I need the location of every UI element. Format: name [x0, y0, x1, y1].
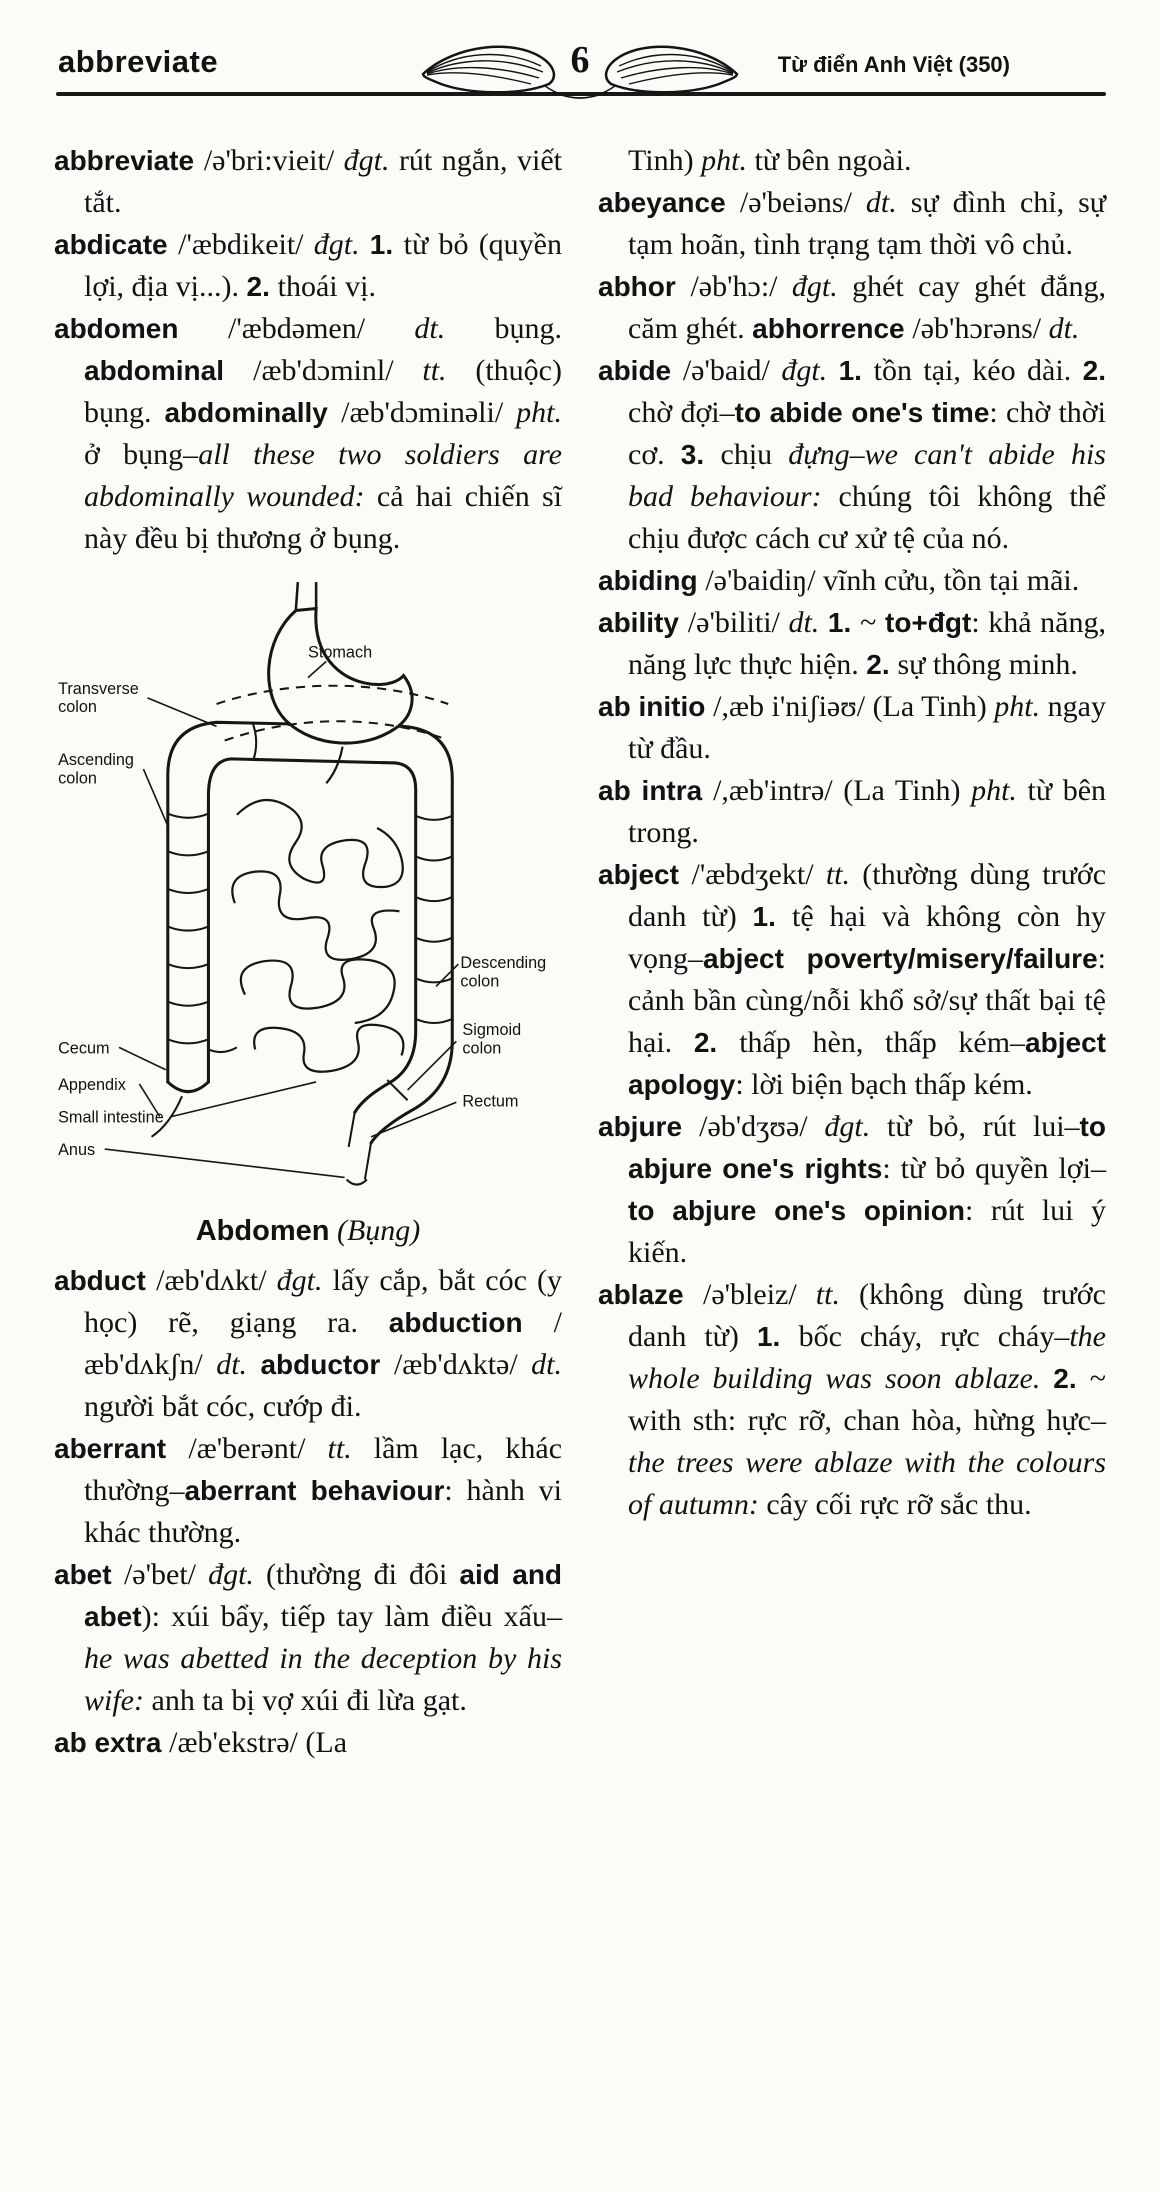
entry-aberrant: aberrant /æ'berənt/ tt. lầm lạc, khác thường–aberrant behaviour: hành vi khác thường.: [54, 1431, 563, 1549]
left-entries-top: [54, 140, 562, 560]
abdomen-anatomy-icon: [54, 576, 562, 1206]
guide-word: abbreviate: [58, 44, 219, 79]
label-transverse-colon: Transverse: [58, 679, 139, 698]
left-entries-bottom: [54, 1260, 562, 1764]
diagram-caption: Abdomen (Bụng): [195, 1213, 421, 1247]
entry-abide: abide /ə'baid/ đgt. 1. tồn tại, kéo dài. 2. chờ đợi–to abide one's time: chờ thời cơ. 3. chịu đựng–we can't abide his bad behaviour: chúng tôi không thể chịu được cách cư xử tệ của nó.: [598, 354, 1106, 555]
svg-text:colon: colon: [460, 972, 500, 991]
right-entries: [598, 140, 1106, 1526]
label-ascending-colon: Ascending: [58, 750, 134, 769]
right-column: [598, 140, 1106, 1764]
entry-ab-extra-continued: Tinh) pht. từ bên ngoài.: [628, 144, 912, 177]
ornament: [415, 32, 745, 122]
left-column: [54, 140, 562, 1764]
entry-ab-initio: ab initio /,æb i'niʃiəʊ/ (La Tinh) pht. ngay từ đầu.: [598, 690, 1106, 765]
entry-abhor: abhor /əb'hɔ:/ đgt. ghét cay ghét đắng, căm ghét. abhorrence /əb'hɔrəns/ dt.: [598, 270, 1107, 345]
entry-abdicate: abdicate /'æbdikeit/ đgt. 1. từ bỏ (quyền lợi, địa vị...). 2. thoái vị.: [54, 228, 562, 303]
dictionary-page-body: [0, 140, 1160, 1764]
label-rectum: Rectum: [462, 1092, 519, 1111]
label-sigmoid-colon: Sigmoid: [462, 1021, 522, 1040]
svg-text:colon: colon: [58, 769, 97, 788]
svg-text:colon: colon: [462, 1039, 502, 1058]
abdomen-diagram: [54, 576, 562, 1206]
entry-abbreviate: abbreviate /ə'bri:vieit/ đgt. rút ngắn, viết tắt.: [54, 144, 562, 219]
entry-abiding: abiding /ə'baidiŋ/ vĩnh cửu, tồn tại mãi.: [598, 564, 1080, 597]
entry-ability: ability /ə'biliti/ dt. 1. ~ to+đgt: khả năng, năng lực thực hiện. 2. sự thông minh.: [598, 606, 1106, 681]
entry-abet: abet /ə'bet/ đgt. (thường đi đôi aid and abet): xúi bẩy, tiếp tay làm điều xấu–he was abetted in the deception by his wife: anh ta bị vợ xúi đi lừa gạt.: [54, 1557, 563, 1717]
page-number: 6: [570, 39, 590, 81]
entry-abdomen: abdomen /'æbdəmen/ dt. bụng. abdominal /æb'dɔminl/ tt. (thuộc) bụng. abdominally /æb'dɔminəli/ pht. ở bụng–all these two soldiers are abdominally wounded: cả hai chiến sĩ này đều bị thương ở bụng.: [54, 312, 562, 555]
page-header: [0, 0, 1160, 130]
entry-ablaze: ablaze /ə'bleiz/ tt. (không dùng trước danh từ) 1. bốc cháy, rực cháy–the whole building was soon ablaze. 2. ~ with sth: rực rỡ, chan hòa, hừng hực–the trees were ablaze with the colours of autumn: cây cối rực rỡ sắc thu.: [598, 1278, 1106, 1521]
label-cecum: Cecum: [58, 1039, 110, 1058]
entry-abject: abject /'æbdʒekt/ tt. (thường dùng trước danh từ) 1. tệ hại và không còn hy vọng–abject poverty/misery/failure: cảnh bần cùng/nỗi khổ sở/sự thất bại tệ hại. 2. thấp hèn, thấp kém–abject apology: lời biện bạch thấp kém.: [598, 858, 1107, 1101]
label-anus: Anus: [58, 1141, 96, 1160]
entry-abduct: abduct /æb'dʌkt/ đgt. lấy cắp, bắt cóc (y học) rẽ, giạng ra. abduction /æb'dʌkʃn/ dt. abductor /æb'dʌktə/ dt. người bắt cóc, cướp đi.: [54, 1263, 563, 1423]
label-stomach: Stomach: [308, 643, 373, 662]
entry-ab-extra: ab extra /æb'ekstrə/ (La: [54, 1725, 348, 1759]
entry-abjure: abjure /əb'dʒʊə/ đgt. từ bỏ, rút lui–to abjure one's rights: từ bỏ quyền lợi–to abjure one's opinion: rút lui ý kiến.: [598, 1110, 1107, 1269]
entry-abeyance: abeyance /ə'beiəns/ dt. sự đình chỉ, sự tạm hoãn, tình trạng tạm thời vô chủ.: [598, 186, 1107, 261]
label-descending-colon: Descending: [460, 954, 547, 973]
edition-label: Từ điển Anh Việt (350): [777, 52, 1010, 77]
label-appendix: Appendix: [58, 1076, 126, 1095]
svg-text:colon: colon: [58, 698, 97, 717]
entry-ab-intra: ab intra /,æb'intrə/ (La Tinh) pht. từ bên trong.: [598, 774, 1107, 849]
label-small-intestine: Small intestine: [58, 1108, 164, 1127]
